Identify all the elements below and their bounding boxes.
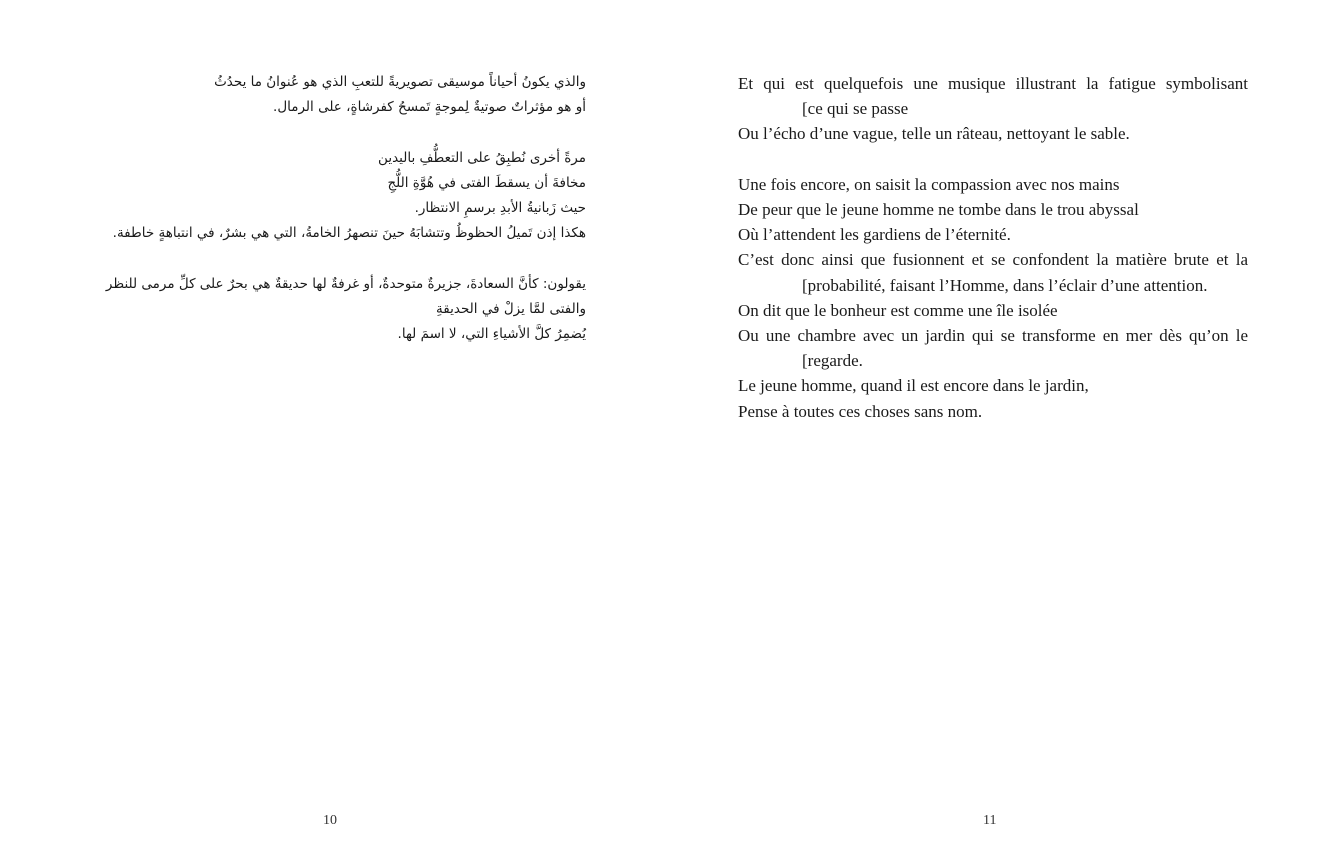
french-line: Une fois encore, on saisit la compassion avec nos mains: [738, 174, 1120, 194]
arabic-line: حيث زَبانيةُ الأبدِ برسمِ الانتظار.: [414, 200, 586, 216]
french-poem: [738, 71, 1248, 424]
arabic-line: والفتى لمَّا يزلْ في الحديقةِ: [436, 300, 586, 317]
stanza-divider: [126, 120, 586, 145]
arabic-line: مخافةَ أن يسقطَ الفتى في هُوَّةِ اللُّجِ: [387, 174, 586, 191]
french-line-continuation: [probabilité, faisant l’Homme, dans l’éclair d’une attention.: [802, 275, 1208, 295]
french-line: Et qui est quelquefois une musique illustrant la fatigue symbolisant: [738, 74, 1248, 93]
arabic-line: هكذا إذن تَميلُ الحظوظُ وتتشابَهُ حينَ تنصهرُ الخامةُ، التي هي بشرٌ، في انتباهةٍ خاطفة.: [112, 225, 586, 242]
arabic-line: يُضمِرُ كلَّ الأشياءِ التي، لا اسمَ لها.: [397, 326, 586, 342]
arabic-poem: [105, 70, 586, 347]
page-number-left: 10: [323, 813, 337, 828]
french-line: Pense à toutes ces choses sans nom.: [738, 401, 983, 421]
stanza-divider: [738, 147, 1248, 172]
french-line-continuation: [regarde.: [802, 351, 863, 371]
stanza-divider: [126, 246, 586, 271]
french-line: C’est donc ainsi que fusionnent et se confondent la matière brute et la: [738, 250, 1248, 270]
french-line: De peur que le jeune homme ne tombe dans le trou abyssal: [738, 200, 1139, 219]
arabic-line: أو هو مؤثراتٌ صوتيةٌ لِموجةٍ تَمسحُ كفرشاةٍ، على الرمال.: [273, 99, 586, 116]
arabic-line: يقولون: كأنَّ السعادةَ، جزيرةٌ متوحدةٌ، أو غرفةٌ لها حديقةٌ هي بحرٌ على كلِّ مرمى للنظر: [105, 275, 586, 292]
french-line: On dit que le bonheur est comme une île isolée: [738, 300, 1058, 320]
french-line: Le jeune homme, quand il est encore dans le jardin,: [738, 376, 1089, 396]
arabic-line: مرةً أخرى نُطبِقُ على التعطُّفِ باليدين: [378, 149, 586, 166]
french-line: Ou l’écho d’une vague, telle un râteau, nettoyant le sable.: [738, 124, 1130, 144]
french-line: Où l’attendent les gardiens de l’éternité.: [738, 225, 1011, 245]
french-line: Ou une chambre avec un jardin qui se transforme en mer dès qu’on le: [738, 326, 1248, 346]
arabic-line: والذي يكونُ أحياناً موسيقى تصويريةً للتعبِ الذي هو عُنوانُ ما يحدُثُ: [214, 74, 586, 90]
french-line-continuation: [ce qui se passe: [802, 99, 909, 119]
right-page: [661, 0, 1322, 865]
page-number-right: 11: [983, 813, 997, 828]
